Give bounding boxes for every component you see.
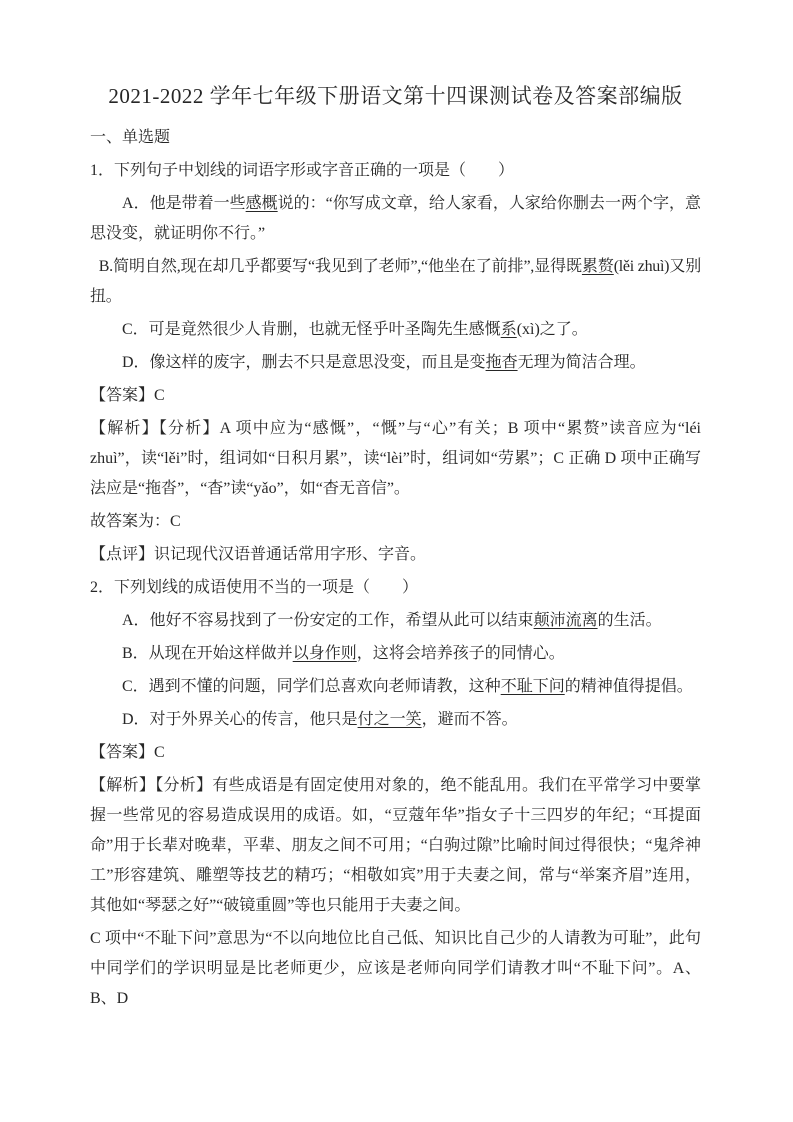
text-segment: 说的：“你写成文章，给人家看，人家给你删去一两个字，意思没变，就证明你不行。”: [90, 195, 701, 242]
question-1: [90, 156, 701, 570]
question-2-answer-line: 【答案】C: [90, 744, 165, 761]
underlined-term: 颠沛流离: [533, 612, 598, 629]
text-segment: ，避而不答。: [421, 711, 518, 728]
section-heading: 一、单选题: [90, 129, 171, 146]
underlined-term: 拖杳: [485, 354, 518, 371]
question-2-option-b: [90, 639, 701, 669]
question-1-option-a: [90, 189, 701, 249]
underlined-term: 累赘: [581, 258, 614, 275]
question-2-option-c: [90, 672, 701, 702]
question-1-answer-line: 【答案】C: [90, 387, 165, 404]
question-1-option-b: [90, 252, 701, 312]
text-segment: A．他是带着一些: [122, 195, 246, 212]
question-2-analysis-paragraph-2: C 项中“不耻下问”意思为“不以向地位比自己低、知识比自己少的人请教为可耻”，此句中同学们的学识明显是比老师更少，应该是老师向同学们请教才叫“不耻下问”。A、B、D: [90, 930, 701, 1007]
text-segment: B．从现在开始这样做并: [122, 645, 293, 662]
text-segment: D．像这样的废字，删去不只是意思没变，而且是变: [122, 354, 486, 371]
text-segment: (xì)之了。: [516, 321, 588, 338]
question-1-analysis-paragraph: 【解析】【分析】A 项中应为“感慨”，“慨”与“心”有关；B 项中“累赘”读音应为“léi zhuì”，读“lěi”时，组词如“日积月累”，读“lèi”时，组词如“劳累”；C 正确 D 项中正确写法应是“拖沓”，“杳”读“yǎo”，如“杳无音信”。: [90, 420, 701, 497]
question-2-stem: 2．下列划线的成语使用不当的一项是（ ）: [90, 579, 419, 596]
question-1-stem: 1．下列句子中划线的词语字形或字音正确的一项是（ ）: [90, 162, 515, 179]
underlined-term: 付之一笑: [357, 711, 422, 728]
question-1-conclusion-line: 故答案为：C: [90, 513, 181, 530]
text-segment: (lěi zhuì)又别扭。: [90, 258, 701, 305]
text-segment: ，这将会培养孩子的同情心。: [356, 645, 565, 662]
question-2-option-a: [90, 606, 701, 636]
document-title: 2021-2022 学年七年级下册语文第十四课测试卷及答案部编版: [108, 84, 683, 108]
text-segment: 的生活。: [597, 612, 662, 629]
text-segment: C．可是竟然很少人肯删，也就无怪乎叶圣陶先生感慨: [122, 321, 501, 338]
question-1-option-c: [90, 315, 701, 345]
text-segment: 无理为简洁合理。: [517, 354, 646, 371]
question-2-analysis-paragraph: 【解析】【分析】有些成语是有固定使用对象的，绝不能乱用。我们在平常学习中要掌握一些常见的容易造成误用的成语。如，“豆蔻年华”指女子十三四岁的年纪；“耳提面命”用于长辈对晚辈，平辈、朋友之间不可用；“白驹过隙”比喻时间过得很快；“鬼斧神工”形容建筑、雕塑等技艺的精巧；“相敬如宾”用于夫妻之间，常与“举案齐眉”连用，其他如“琴瑟之好”“破镜重圆”等也只能用于夫妻之间。: [90, 777, 701, 914]
underlined-term: 不耻下问: [500, 678, 565, 695]
underlined-term: 感概: [245, 195, 278, 212]
text-segment: A．他好不容易找到了一份安定的工作，希望从此可以结束: [122, 612, 534, 629]
underlined-term: 以身作则: [292, 645, 357, 662]
question-2-option-d: [90, 705, 701, 735]
text-segment: 的精神值得提倡。: [564, 678, 693, 695]
underlined-term: 系: [500, 321, 517, 338]
text-segment: B.简明自然,现在却几乎都要写“我见到了老师”,“他坐在了前排”,显得既: [98, 258, 582, 275]
text-segment: C．遇到不懂的问题，同学们总喜欢向老师请教，这种: [122, 678, 501, 695]
question-1-comment-line: 【点评】识记现代汉语普通话常用字形、字音。: [90, 546, 427, 563]
text-segment: D．对于外界关心的传言，他只是: [122, 711, 358, 728]
question-1-option-d: [90, 348, 701, 378]
question-2: [90, 573, 701, 1014]
